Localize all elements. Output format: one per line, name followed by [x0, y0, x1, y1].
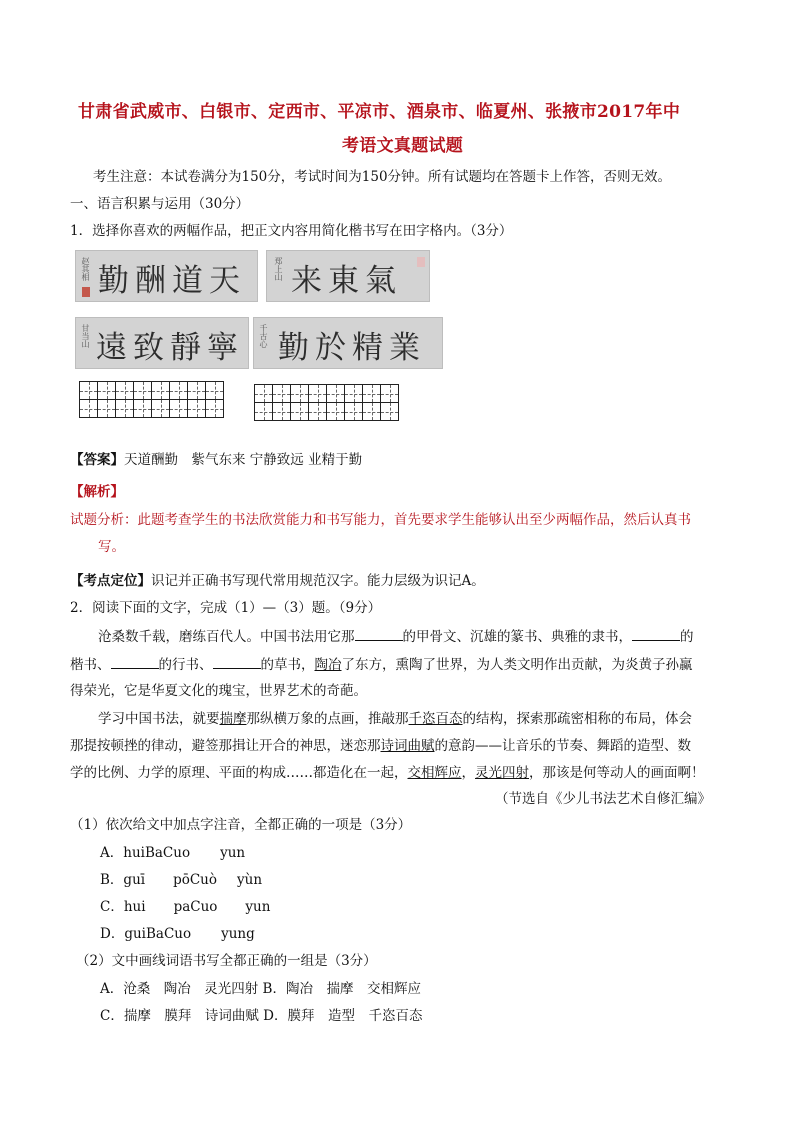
passage-p1-line3: 得荣光，它是华夏文化的瑰宝，世界艺术的奇葩。 [70, 683, 367, 699]
answer-grid-right[interactable] [254, 384, 399, 421]
option-part: hui [123, 899, 146, 915]
fill-blank[interactable] [355, 626, 403, 641]
kaodian-line [70, 571, 485, 591]
calligraphy-signature: 甘当山 [81, 324, 90, 348]
fill-blank[interactable] [111, 654, 159, 669]
option-key: C． [100, 899, 124, 915]
option-b[interactable] [100, 870, 262, 890]
text: 那纵横万象的点画，推敲那 [246, 711, 409, 727]
calligraphy-signature: 郑上山 [274, 257, 283, 281]
section-heading: 一、语言积累与运用（30分） [70, 196, 250, 212]
passage-p2-line1 [98, 709, 692, 729]
text: 的甲骨文、沉雄的篆书、典雅的隶书， [402, 629, 632, 645]
calligraphy-characters: 来東氣 [291, 263, 402, 299]
passage-p2-line2 [70, 736, 691, 756]
underlined-word: 交相辉应 [407, 765, 462, 781]
option-key: B． [100, 872, 124, 888]
calligraphy-signature: 千古心 [259, 324, 268, 348]
text: 楷书、 [70, 657, 111, 673]
option-part: yùn [237, 872, 263, 888]
passage-p1-line1 [98, 626, 694, 647]
text: 学的比例、力学的原理、平面的构成……都造化在一起， [70, 765, 408, 781]
option-d[interactable] [100, 924, 255, 944]
text: 了东方，熏陶了世界，为人类文明作出贡献，为炎黄子孙赢 [341, 657, 693, 673]
underlined-word: 千恣百态 [408, 711, 463, 727]
seal-stamp [417, 257, 425, 267]
analysis-text-2: 写。 [98, 539, 125, 555]
text: 那提按顿挫的律动，避签那揖让开合的神思，迷恋那 [70, 738, 381, 754]
calligraphy-signature: 赵其相 [81, 257, 90, 281]
sub-question-2-options-line2[interactable]: C．揣摩 膜拜 诗词曲赋 D．膜拜 造型 千恣百态 [100, 1008, 423, 1024]
underlined-word: 灵光四射 [475, 765, 529, 781]
sub-question-2-prompt: （2）文中画线词语书写全都正确的一组是（3分） [76, 953, 377, 969]
text: 的行书、 [158, 657, 213, 673]
underlined-word: 陶冶 [314, 657, 342, 673]
text: 学习中国书法，就要 [98, 711, 220, 727]
calligraphy-characters: 勤於精業 [278, 330, 426, 366]
calligraphy-characters: 勤酬道天 [98, 263, 246, 299]
question-1-prompt: 1．选择你喜欢的两幅作品，把正文内容用简化楷书写在田字格内。（3分） [70, 223, 513, 239]
calligraphy-work-4 [253, 317, 443, 369]
underlined-word: 揣摩 [219, 711, 247, 727]
option-part: paCuo [173, 899, 218, 915]
sub-question-2-options-line1[interactable]: A．沧桑 陶冶 灵光四射 B．陶冶 揣摩 交相辉应 [100, 981, 421, 997]
option-part: guiBaCuo [124, 926, 192, 942]
text: 沧桑数千载，磨练百代人。中国书法用它那 [98, 629, 355, 645]
text: ，那该是何等动人的画面啊！ [529, 765, 705, 781]
answer-text: 天道酬勤 紫气东来 宁静致远 业精于勤 [124, 452, 363, 468]
kaodian-label: 【考点定位】 [70, 573, 151, 589]
text: 的意韵——让音乐的节奏、舞蹈的造型、数 [434, 738, 691, 754]
analysis-text-1: 试题分析：此题考查学生的书法欣赏能力和书写能力，首先要求学生能够认出至少两幅作品，然后认真书 [70, 512, 691, 528]
passage-p2-line3 [70, 763, 705, 783]
text: 的草书， [260, 657, 315, 673]
option-part: yun [220, 845, 246, 861]
option-c[interactable] [100, 897, 270, 917]
text: ， [461, 765, 475, 781]
calligraphy-work-2 [266, 250, 430, 302]
calligraphy-characters: 遠致靜寧 [96, 330, 244, 366]
option-part: guī [123, 872, 146, 888]
title-line-1: 甘肃省武威市、白银市、定西市、平凉市、酒泉市、临夏州、张掖市2017年中 [78, 102, 681, 122]
option-a[interactable] [100, 843, 245, 863]
fill-blank[interactable] [632, 626, 680, 641]
answer-label: 【答案】 [70, 452, 124, 468]
option-key: D． [100, 926, 125, 942]
answer-line [70, 450, 362, 470]
option-part: pōCuò [173, 872, 217, 888]
kaodian-text: 识记并正确书写现代常用规范汉字。能力层级为识记A。 [151, 573, 485, 589]
option-part: yung [221, 926, 255, 942]
underlined-word: 诗词曲赋 [380, 738, 435, 754]
sub-question-1-prompt: （1）依次给文中加点字注音，全都正确的一项是（3分） [70, 817, 412, 833]
analysis-label: 【解析】 [70, 484, 124, 500]
option-key: A． [100, 845, 124, 861]
question-2-prompt: 2．阅读下面的文字，完成（1）—（3）题。（9分） [70, 600, 382, 616]
option-part: yun [245, 899, 271, 915]
text: 的结构，探索那疏密相称的布局，体会 [462, 711, 692, 727]
calligraphy-work-1 [75, 250, 258, 302]
text: 的 [680, 629, 694, 645]
passage-p1-line2 [70, 654, 693, 675]
title-line-2: 考语文真题试题 [342, 136, 464, 156]
seal-stamp [82, 287, 90, 297]
fill-blank[interactable] [213, 654, 261, 669]
exam-notice: 考生注意：本试卷满分为150分，考试时间为150分钟。所有试题均在答题卡上作答，否则无效。 [93, 169, 672, 185]
option-part: huiBaCuo [123, 845, 191, 861]
answer-grid-left[interactable] [79, 381, 224, 418]
passage-source: （节选自《少儿书法艺术自修汇编》 [495, 791, 711, 807]
calligraphy-work-3 [75, 317, 249, 369]
